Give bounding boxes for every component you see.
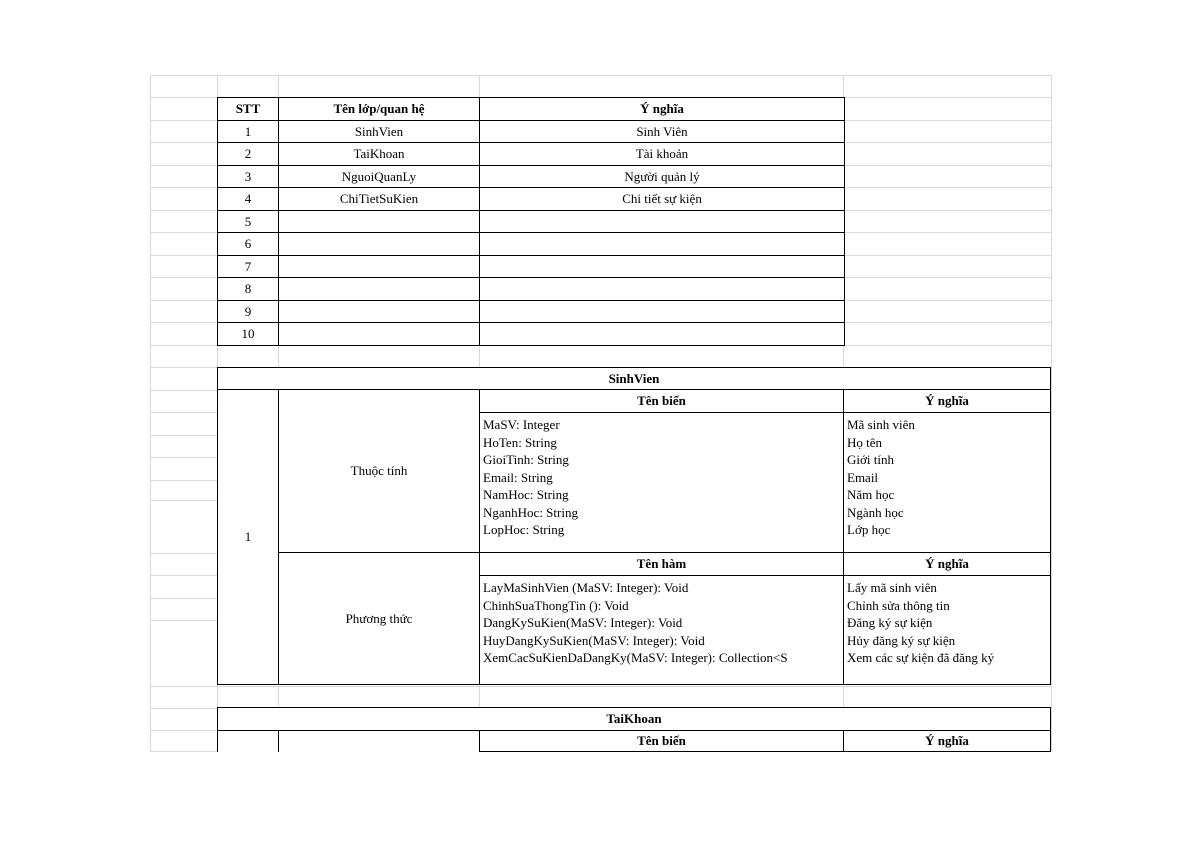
meaning-cell: [479, 322, 845, 346]
taikhoan-meaning-header: Ý nghĩa: [843, 730, 1051, 752]
class-name-cell: ChiTietSuKien: [278, 187, 480, 211]
attribute-meaning-item: Mã sinh viên: [847, 417, 915, 432]
stt-cell: 8: [217, 277, 279, 301]
stt-cell: 3: [217, 165, 279, 189]
taikhoan-index-cell: [217, 730, 279, 752]
meaning-cell: Sinh Viên: [479, 120, 845, 144]
methods-cell: [479, 575, 844, 685]
attribute-meaning-item: Giới tính: [847, 452, 894, 467]
method-meanings-cell: [843, 575, 1051, 685]
class-name-cell: TaiKhoan: [278, 142, 480, 166]
taikhoan-label-cell: [278, 730, 480, 752]
method-meaning-item: Hủy đăng ký sự kiện: [847, 632, 956, 648]
function-meaning-header: Ý nghĩa: [843, 552, 1051, 576]
method-meaning-item: Đăng ký sự kiện: [847, 615, 933, 630]
stt-cell: 1: [217, 120, 279, 144]
meaning-cell: [479, 210, 845, 234]
meaning-header: Ý nghĩa: [479, 97, 845, 121]
meaning-cell: Tài khoản: [479, 142, 845, 166]
taikhoan-variable-header: Tên biến: [479, 730, 844, 752]
method-meaning-item-list: [847, 579, 994, 667]
class-name-cell: [278, 300, 480, 324]
class-name-cell: [278, 277, 480, 301]
gridline-col: [150, 75, 151, 751]
class-name-header: Tên lớp/quan hệ: [278, 97, 480, 121]
attribute-item: NganhHoc: String: [483, 504, 578, 520]
class-name-cell: [278, 232, 480, 256]
attribute-meaning-item-list: [847, 416, 915, 539]
gridline-row: [150, 686, 1051, 687]
method-item: DangKySuKien(MaSV: Integer): Void: [483, 615, 683, 630]
attribute-item: HoTen: String: [483, 434, 557, 450]
method-item: XemCacSuKienDaDangKy(MaSV: Integer): Collection<S: [483, 650, 788, 665]
attributes-label: Thuộc tính: [278, 389, 480, 553]
stt-cell: 10: [217, 322, 279, 346]
method-meaning-item: Chỉnh sửa thông tin: [847, 597, 950, 613]
attribute-item: LopHoc: String: [483, 522, 565, 537]
attribute-item: Email: String: [483, 469, 553, 485]
attribute-meaning-item: Họ tên: [847, 434, 883, 450]
meaning-cell: [479, 255, 845, 279]
meaning-cell: [479, 300, 845, 324]
stt-cell: 2: [217, 142, 279, 166]
stt-cell: 6: [217, 232, 279, 256]
gridline-col: [1051, 75, 1052, 751]
method-item: LayMaSinhVien (MaSV: Integer): Void: [483, 580, 689, 595]
attribute-meaning-item: Lớp học: [847, 522, 891, 537]
method-meaning-item: Lấy mã sinh viên: [847, 580, 937, 595]
class-name-cell: [278, 210, 480, 234]
variable-name-header: Tên biến: [479, 389, 844, 413]
attribute-meaning-item: Năm học: [847, 487, 895, 502]
spreadsheet-page: [150, 75, 1051, 751]
meaning-cell: [479, 232, 845, 256]
attributes-cell: [479, 412, 844, 553]
attribute-meanings-cell: [843, 412, 1051, 553]
method-item-list: [483, 579, 788, 667]
stt-cell: 7: [217, 255, 279, 279]
method-item: HuyDangKySuKien(MaSV: Integer): Void: [483, 632, 705, 648]
stt-header: STT: [217, 97, 279, 121]
attribute-item: GioiTinh: String: [483, 452, 569, 467]
method-item: ChinhSuaThongTin (): Void: [483, 597, 629, 613]
sinhvien-title: SinhVien: [217, 367, 1051, 390]
attribute-item-list: [483, 416, 578, 539]
class-name-cell: [278, 255, 480, 279]
function-name-header: Tên hàm: [479, 552, 844, 576]
methods-label: Phương thức: [278, 552, 480, 685]
meaning-cell: Người quản lý: [479, 165, 845, 189]
variable-meaning-header: Ý nghĩa: [843, 389, 1051, 413]
taikhoan-title: TaiKhoan: [217, 707, 1051, 731]
attribute-meaning-item: Email: [847, 469, 879, 485]
class-name-cell: SinhVien: [278, 120, 480, 144]
attribute-item: MaSV: Integer: [483, 417, 560, 432]
stt-cell: 9: [217, 300, 279, 324]
method-meaning-item: Xem các sự kiện đã đăng ký: [847, 650, 995, 665]
meaning-cell: [479, 277, 845, 301]
meaning-cell: Chi tiết sự kiện: [479, 187, 845, 211]
attribute-item: NamHoc: String: [483, 487, 569, 502]
stt-cell: 4: [217, 187, 279, 211]
gridline-row: [150, 75, 1051, 76]
sinhvien-index: 1: [217, 389, 279, 685]
stt-cell: 5: [217, 210, 279, 234]
class-name-cell: [278, 322, 480, 346]
class-name-cell: NguoiQuanLy: [278, 165, 480, 189]
attribute-meaning-item: Ngành học: [847, 504, 904, 520]
